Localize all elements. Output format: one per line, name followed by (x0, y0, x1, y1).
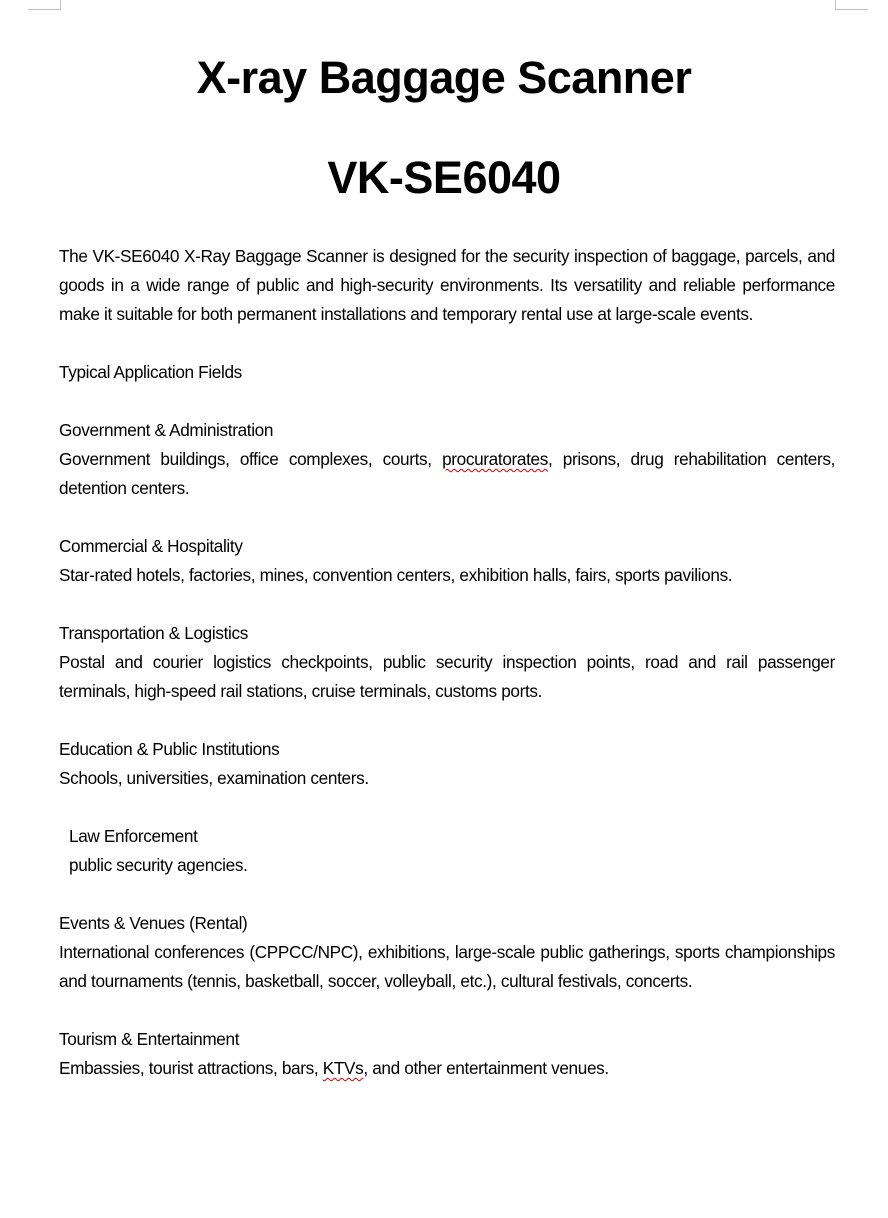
crop-mark-top-right (835, 0, 868, 10)
section-events (59, 909, 835, 996)
section-heading: Transportation & Logistics (59, 623, 248, 643)
section-tourism (59, 1025, 835, 1083)
document-body (59, 242, 835, 1112)
section-heading: Events & Venues (Rental) (59, 913, 248, 933)
section-heading: Law Enforcement (69, 826, 198, 846)
section-heading: Tourism & Entertainment (59, 1029, 240, 1049)
section-heading: Government & Administration (59, 420, 274, 440)
fields-heading: Typical Application Fields (59, 362, 242, 382)
section-government (59, 416, 835, 503)
section-text: International conferences (CPPCC/NPC), exhibitions, large-scale public gatherings, sports championships and tournaments (tennis, basketball, soccer, volleyball, etc.), cultural festivals, concerts. (59, 942, 835, 991)
crop-mark-top-left (28, 0, 61, 10)
section-text: Schools, universities, examination centers. (59, 768, 369, 788)
model-number: VK-SE6040 (327, 152, 561, 203)
document-title: X-ray Baggage Scanner (196, 52, 692, 103)
section-heading: Commercial & Hospitality (59, 536, 243, 556)
section-text: public security agencies. (69, 855, 248, 875)
spellcheck-flagged-word[interactable]: KTVs (322, 1058, 364, 1078)
section-commercial (59, 532, 835, 590)
section-law-enforcement (59, 822, 835, 880)
section-text: Embassies, tourist attractions, bars, KTVs, and other entertainment venues. (59, 1058, 609, 1078)
section-text: Postal and courier logistics checkpoints, public security inspection points, road and rail passenger terminals, high-speed rail stations, cruise terminals, customs ports. (59, 652, 835, 701)
section-education (59, 735, 835, 793)
section-heading: Education & Public Institutions (59, 739, 280, 759)
section-transport (59, 619, 835, 706)
spellcheck-flagged-word[interactable]: procuratorates (442, 449, 548, 469)
section-text: Government buildings, office complexes, courts, procuratorates, prisons, drug rehabilitation centers, detention centers. (59, 449, 835, 498)
intro-paragraph: The VK-SE6040 X-Ray Baggage Scanner is designed for the security inspection of baggage, parcels, and goods in a wide range of public and high-security environments. Its versatility and reliable performance make it suitable for both permanent installations and temporary rental use at large-scale events. (59, 246, 835, 324)
section-text: Star-rated hotels, factories, mines, convention centers, exhibition halls, fairs, sports pavilions. (59, 565, 733, 585)
